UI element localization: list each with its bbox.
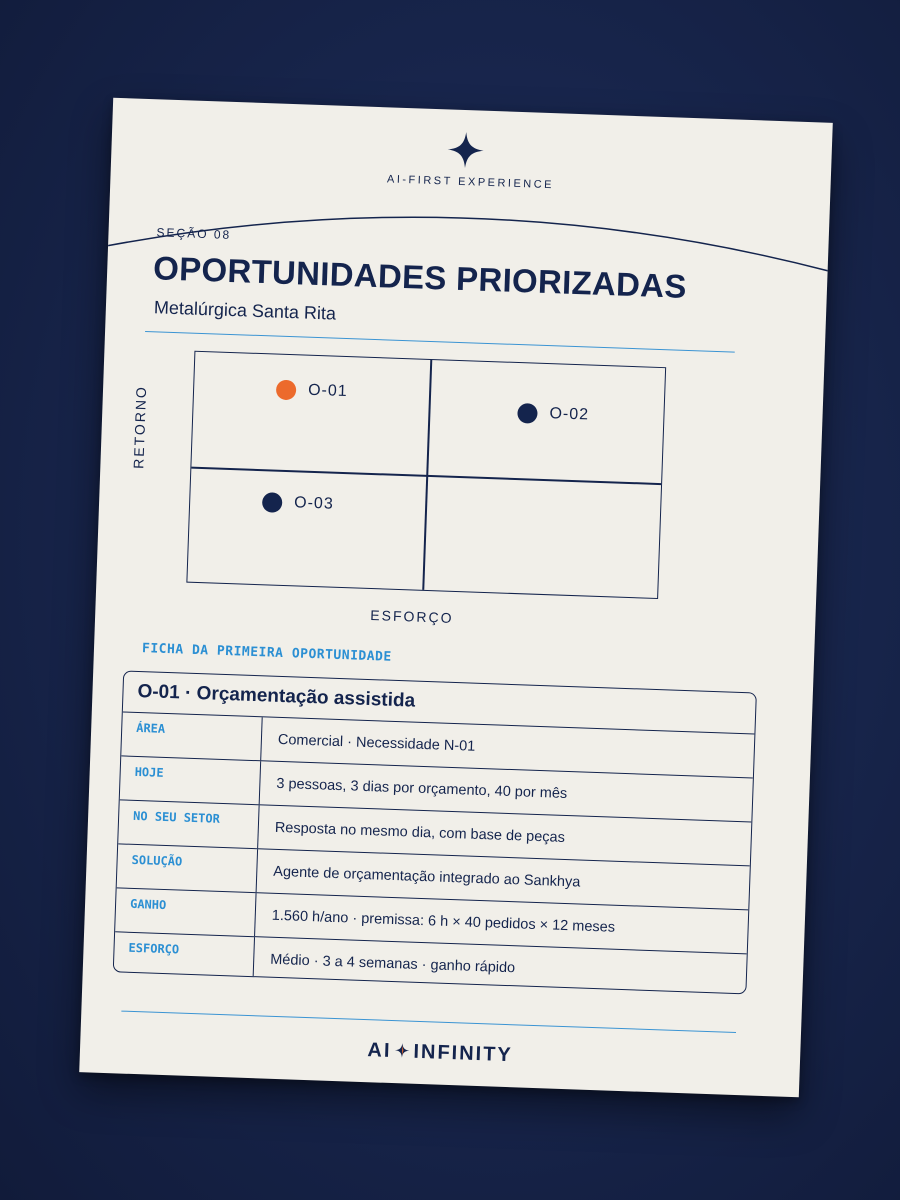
- matrix-point-o02: [517, 403, 589, 425]
- footer-divider: [121, 1011, 736, 1033]
- logo-text-left: AI: [367, 1039, 392, 1063]
- point-marker-o01: [276, 380, 297, 401]
- row-value: 1.560 h/ano · premissa: 6 h × 40 pedidos × 12 meses: [271, 907, 616, 936]
- opportunity-card: [113, 670, 757, 994]
- x-axis-label: ESFORÇO: [370, 607, 454, 626]
- document-sheet: [79, 98, 833, 1098]
- priority-matrix: [186, 351, 666, 599]
- row-value: Comercial · Necessidade N-01: [277, 731, 476, 755]
- logo-text-right: INFINITY: [413, 1040, 514, 1067]
- star-icon: [445, 129, 486, 170]
- page-subtitle: Metalúrgica Santa Rita: [153, 297, 337, 324]
- footer-logo: [80, 1029, 800, 1077]
- logo-star-icon: [394, 1042, 411, 1059]
- row-key: HOJE: [120, 756, 261, 804]
- row-value: Agente de orçamentação integrado ao Sankhya: [273, 863, 581, 891]
- point-marker-o03: [262, 492, 283, 513]
- point-marker-o02: [517, 403, 538, 424]
- row-value: 3 pessoas, 3 dias por orçamento, 40 por mês: [276, 775, 568, 802]
- row-value: Médio · 3 a 4 semanas · ganho rápido: [269, 951, 516, 977]
- brand-tagline: AI-FIRST EXPERIENCE: [386, 173, 555, 192]
- ficha-heading: FICHA DA PRIMEIRA OPORTUNIDADE: [141, 641, 392, 665]
- row-key: NO SEU SETOR: [118, 800, 259, 848]
- point-label: O-01: [307, 381, 348, 401]
- point-label: O-02: [549, 405, 590, 424]
- row-key: GANHO: [115, 888, 256, 936]
- row-key: ESFORÇO: [114, 932, 255, 980]
- page-title: OPORTUNIDADES PRIORIZADAS: [152, 249, 688, 305]
- matrix-point-o03: [262, 492, 334, 514]
- row-value: Resposta no mesmo dia, com base de peças: [274, 819, 566, 846]
- card-title: O-01 · Orçamentação assistida: [123, 671, 756, 734]
- section-label: SEÇÃO 08: [156, 225, 232, 242]
- y-axis-label: RETORNO: [130, 384, 150, 470]
- point-label: O-03: [293, 494, 335, 513]
- row-key: SOLUÇÃO: [117, 844, 258, 892]
- row-key: ÁREA: [121, 712, 262, 760]
- matrix-point-o01: [276, 380, 348, 402]
- title-divider: [145, 331, 735, 353]
